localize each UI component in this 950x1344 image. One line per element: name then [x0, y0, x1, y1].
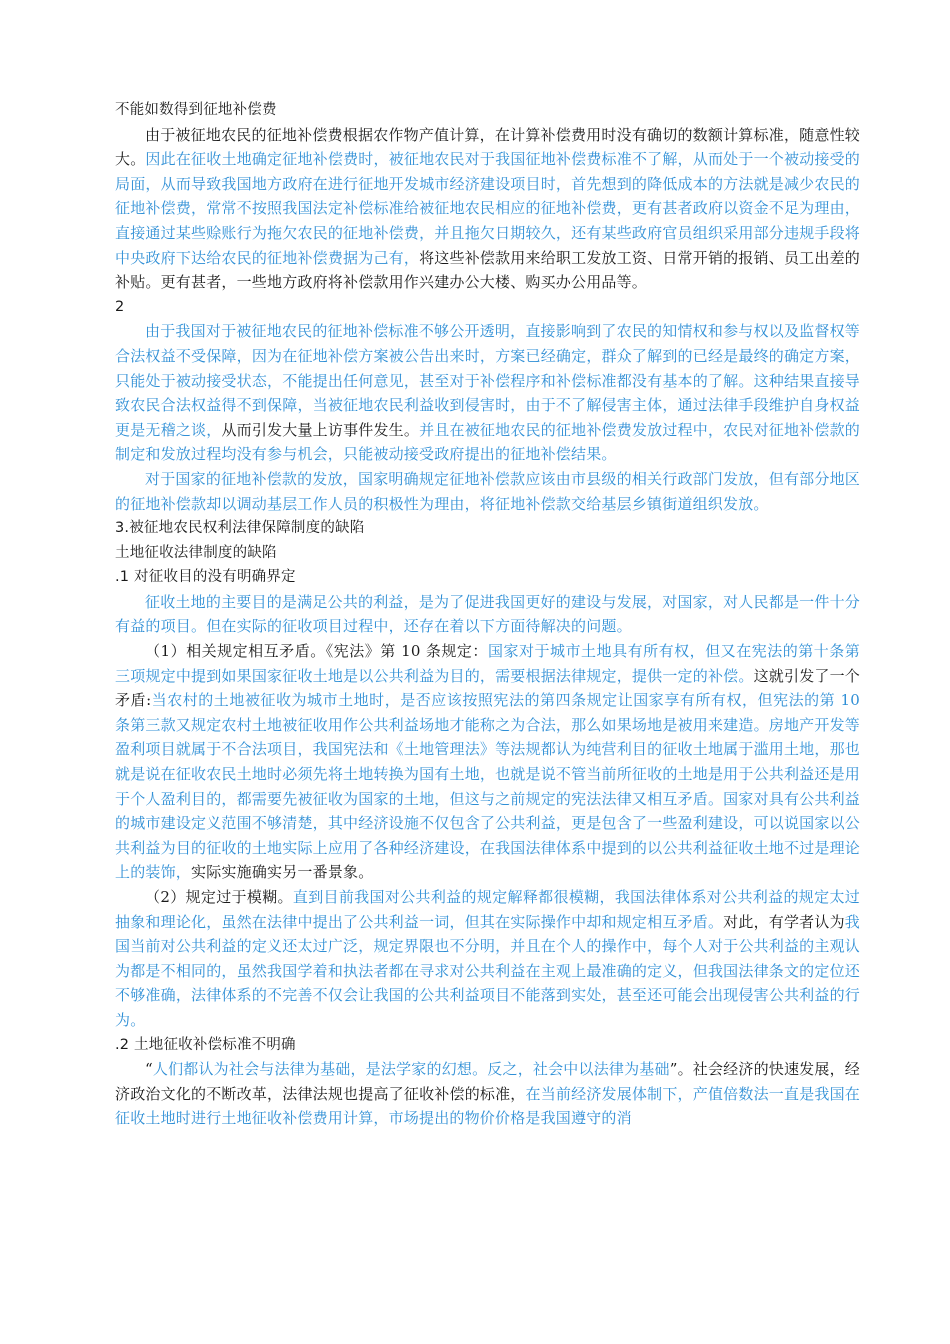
section-heading-3: 3.被征地农民权利法律保障制度的缺陷 — [115, 520, 365, 537]
highlighted-text-segment: 征收土地的主要目的是满足公共的利益，是为了促进我国更好的建设与发展，对国家，对人民都是一件十分有益的项目。但在实际的征收项目过程中，还存在着以下方面待解决的问题。 — [115, 592, 860, 636]
section-number: 2 — [115, 298, 125, 315]
text-segment: 由于被征地农民的征地补偿费根据农作物产值计算，在计算补偿费用时没有确切的数额计算标准，随意性较大。 — [115, 125, 860, 169]
highlighted-text-segment: 由于我国对于被征地农民的征地补偿标准不够公开透明，直接影响到了农民的知情权和参与权以及监督权等合法权益不受保障，因为在征地补偿方案被公告出来时，方案已经确定，群众了解到的已经是最终的确定方案，只能处于被动接受状态，不能提出任何意见，甚至对于补偿程序和补偿标准都没有基本的了解。这种结果直接导致农民合法权益得不到保障，当被征地农民利益收到侵害时，由于不了解侵害主体，通过法律手段维护自身权益更是无稽之谈， — [115, 322, 860, 439]
text-segment: “ — [145, 1060, 153, 1079]
text-segment: （1）相关规定相互矛盾。《宪法》第 10 条规定： — [145, 642, 488, 661]
subsection-heading-1: .1 对征收目的没有明确界定 — [115, 569, 296, 586]
highlighted-text-segment: 并且在被征地农民的征地补偿费发放过程中，农民对征地补偿款的制定和发放过程均没有参与机会，只能被动接受政府提出的征地补偿结果。 — [115, 420, 860, 464]
paragraph-vague — [115, 885, 860, 1033]
highlighted-text-segment: 人们都认为社会与法律为基础，是法学家的幻想。反之，社会中以法律为基础 — [152, 1060, 670, 1079]
subsection-heading-2: .2 土地征收补偿标准不明确 — [115, 1036, 296, 1053]
highlighted-text-segment: 对于国家的征地补偿款的发放，国家明确规定征地补偿款应该由市县级的相关行政部门发放，但有部分地区的征地补偿款却以调动基层工作人员的积极性为理由，将征地补偿款交给基层乡镇街道组织发放。 — [115, 469, 860, 513]
text-segment: 对此，有学者认为 — [723, 912, 845, 931]
text-segment: ”。社会经济的快速发展，经济政治文化的不断改革，法律法规也提高了征收补偿的标准， — [115, 1060, 860, 1103]
paragraph-distribution — [115, 467, 860, 516]
text-segment: （2）规定过于模糊。 — [145, 888, 293, 906]
highlighted-text-segment: 在当前经济发展体制下，产值倍数法一直是我国在征收土地时进行土地征收补偿费用计算，市场提出的物价价格是我国遵守的消 — [115, 1084, 860, 1128]
text-segment: 将这些补偿款用来给职工发放工资、日常开销的报销、员工出差的补贴。更有甚者，一些地方政府将补偿款用作兴建办公大楼、购买办公用品等。 — [115, 248, 860, 292]
highlighted-text-segment: 国家对于城市土地具有所有权，但又在宪法的第十条第三项规定中提到如果国家征收土地是以公共利益为目的，需要根据法律规定，提供一定的补偿。 — [115, 642, 860, 685]
paragraph-standard — [115, 1057, 860, 1131]
highlighted-text-segment: 我国当前对公共利益的定义还太过广泛，规定界限也不分明，并且在个人的操作中，每个人对于公共利益的主观认为都是不相同的，虽然我国学着和执法者都在寻求对公共利益在主观上最准确的定义，但我国法律条文的定位还不够准确，法律体系的不完善不仅会让我国的公共利益项目不能落到实处，甚至还可能会出现侵害公共利益的行为。 — [115, 912, 860, 1029]
paragraph-contradiction — [115, 639, 860, 885]
highlighted-text-segment: 直到目前我国对公共利益的规定解释都很模糊，我国法律体系对公共利益的规定太过抽象和理论化，虽然在法律中提出了公共利益一词，但其在实际操作中却和规定相互矛盾。 — [115, 888, 860, 931]
text-segment: 从而引发大量上访事件发生。 — [221, 420, 420, 439]
highlighted-text-segment: 当农村的土地被征收为城市土地时，是否应该按照宪法的第四条规定让国家享有所有权，但宪法的第 10 条第三款又规定农村土地被征收用作公共利益场地才能称之为合法，那么如果场地是被用来建造。房地产开发等盈利项目就属于不合法项目，我国宪法和《土地管理法》等法规都认为纯营利目的征收土地属于滥用土地，那也就是说在征收农民土地时必须先将土地转换为国有土地，也就是说不管当前所征收的土地是用于公共利益还是用于个人盈利目的，都需要先被征收为国家的土地，但这与之前规定的宪法法律又相互矛盾。国家对具有公共利益的城市建设定义范围不够清楚，其中经济设施不仅包含了公共利益，更是包含了一些盈利建设，可以说国家以公共利益为目的征收的土地实际上应用了各种经济建设，在我国法律体系中提到的以公共利益征收土地不过是理论上的装饰， — [115, 691, 860, 882]
text-segment: 实际实施确实另一番景象。 — [191, 863, 374, 882]
paragraph-compensation-fee — [115, 123, 860, 295]
text-segment: 这就引发了一个矛盾: — [115, 666, 861, 710]
highlighted-text-segment: 因此在征收土地确定征地补偿费时，被征地农民对于我国征地补偿费标准不了解，从而处于一个被动接受的局面，从而导致我国地方政府在进行征地开发城市经济建设项目时，首先想到的降低成本的方法就是减少农民的征地补偿费，常常不按照我国法定补偿标准给被征地农民相应的征地补偿费，更有甚者政府以资金不足为理由，直接通过某些赊账行为拖欠农民的征地补偿费，并且拖欠日期较久，还有某些政府官员组织采用部分违规手段将中央政府下达给农民的征地补偿费据为己有， — [115, 150, 861, 267]
subsection-heading-law: 土地征收法律制度的缺陷 — [115, 544, 277, 561]
section-heading-compensation-fee: 不能如数得到征地补偿费 — [115, 102, 277, 118]
document-body — [115, 98, 860, 1131]
paragraph-purpose — [115, 590, 860, 639]
paragraph-transparency — [115, 319, 860, 467]
